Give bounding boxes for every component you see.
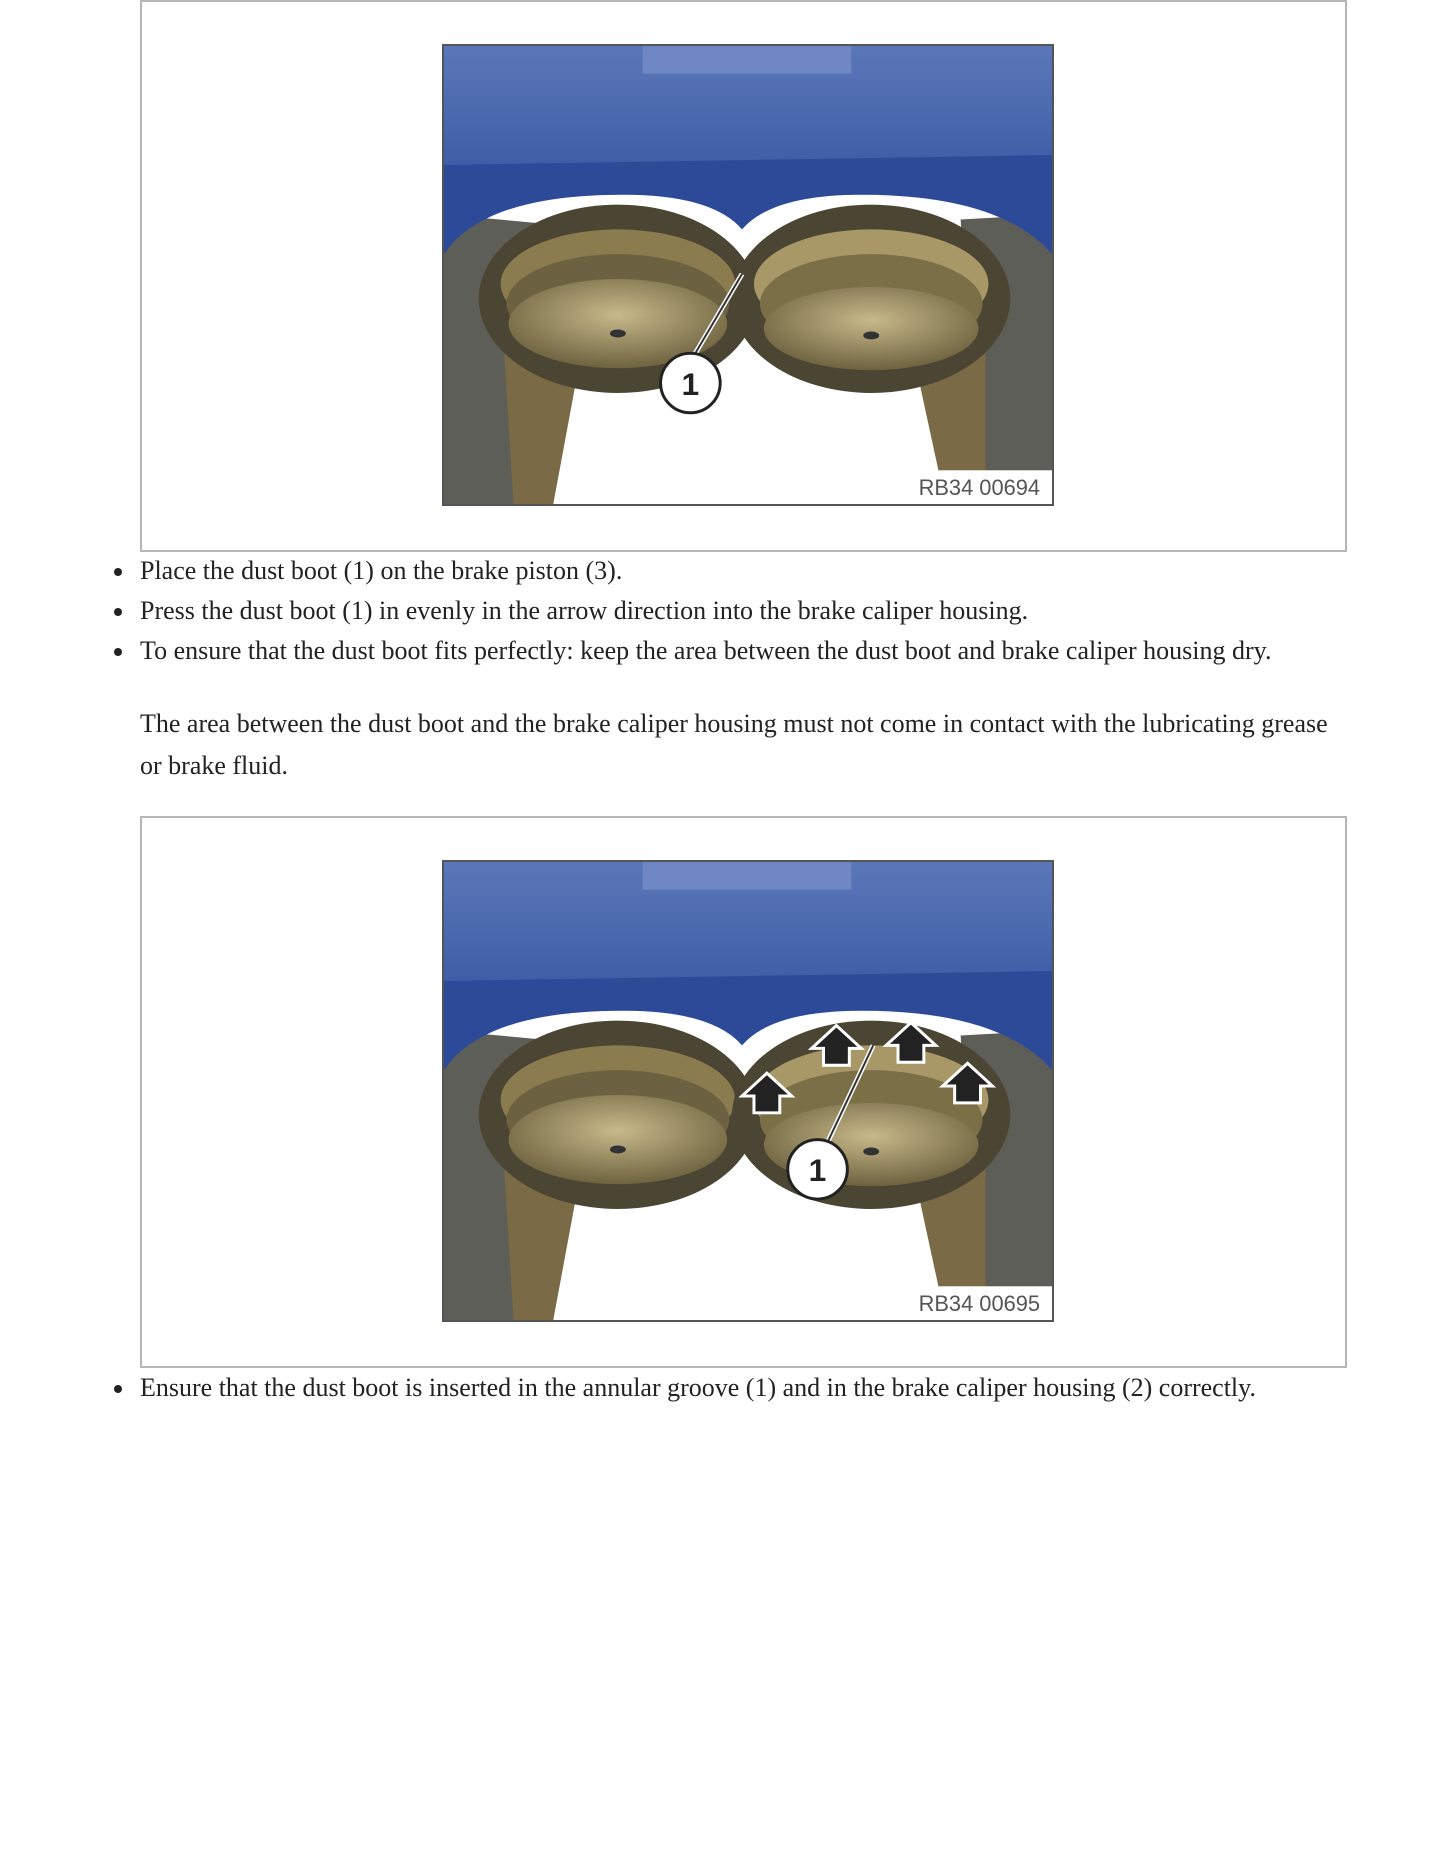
list-item: Ensure that the dust boot is inserted in the annular groove (1) and in the brake caliper housing (2) correctly.	[140, 1369, 1360, 1407]
step-list-2	[140, 1369, 1360, 1407]
figure-1-photo	[442, 44, 1054, 506]
figure-1-frame	[140, 0, 1347, 552]
note-paragraph: The area between the dust boot and the brake caliper housing must not come in contact with the lubricating grease or brake fluid.	[140, 709, 1328, 780]
step-list-1	[140, 552, 1360, 672]
figure-1-ref-code: RB34 00694	[918, 475, 1041, 501]
figure-1-callout: 1	[681, 365, 700, 402]
figure-2-ref-code: RB34 00695	[918, 1291, 1041, 1317]
list-item: Place the dust boot (1) on the brake piston (3).	[140, 552, 1360, 590]
list-item: To ensure that the dust boot fits perfectly: keep the area between the dust boot and brake caliper housing dry.	[140, 632, 1360, 670]
figure-2-photo	[442, 860, 1054, 1322]
figure-2-frame	[140, 816, 1347, 1368]
figure-2-callout: 1	[808, 1152, 827, 1189]
list-item: Press the dust boot (1) in evenly in the arrow direction into the brake caliper housing.	[140, 592, 1360, 630]
